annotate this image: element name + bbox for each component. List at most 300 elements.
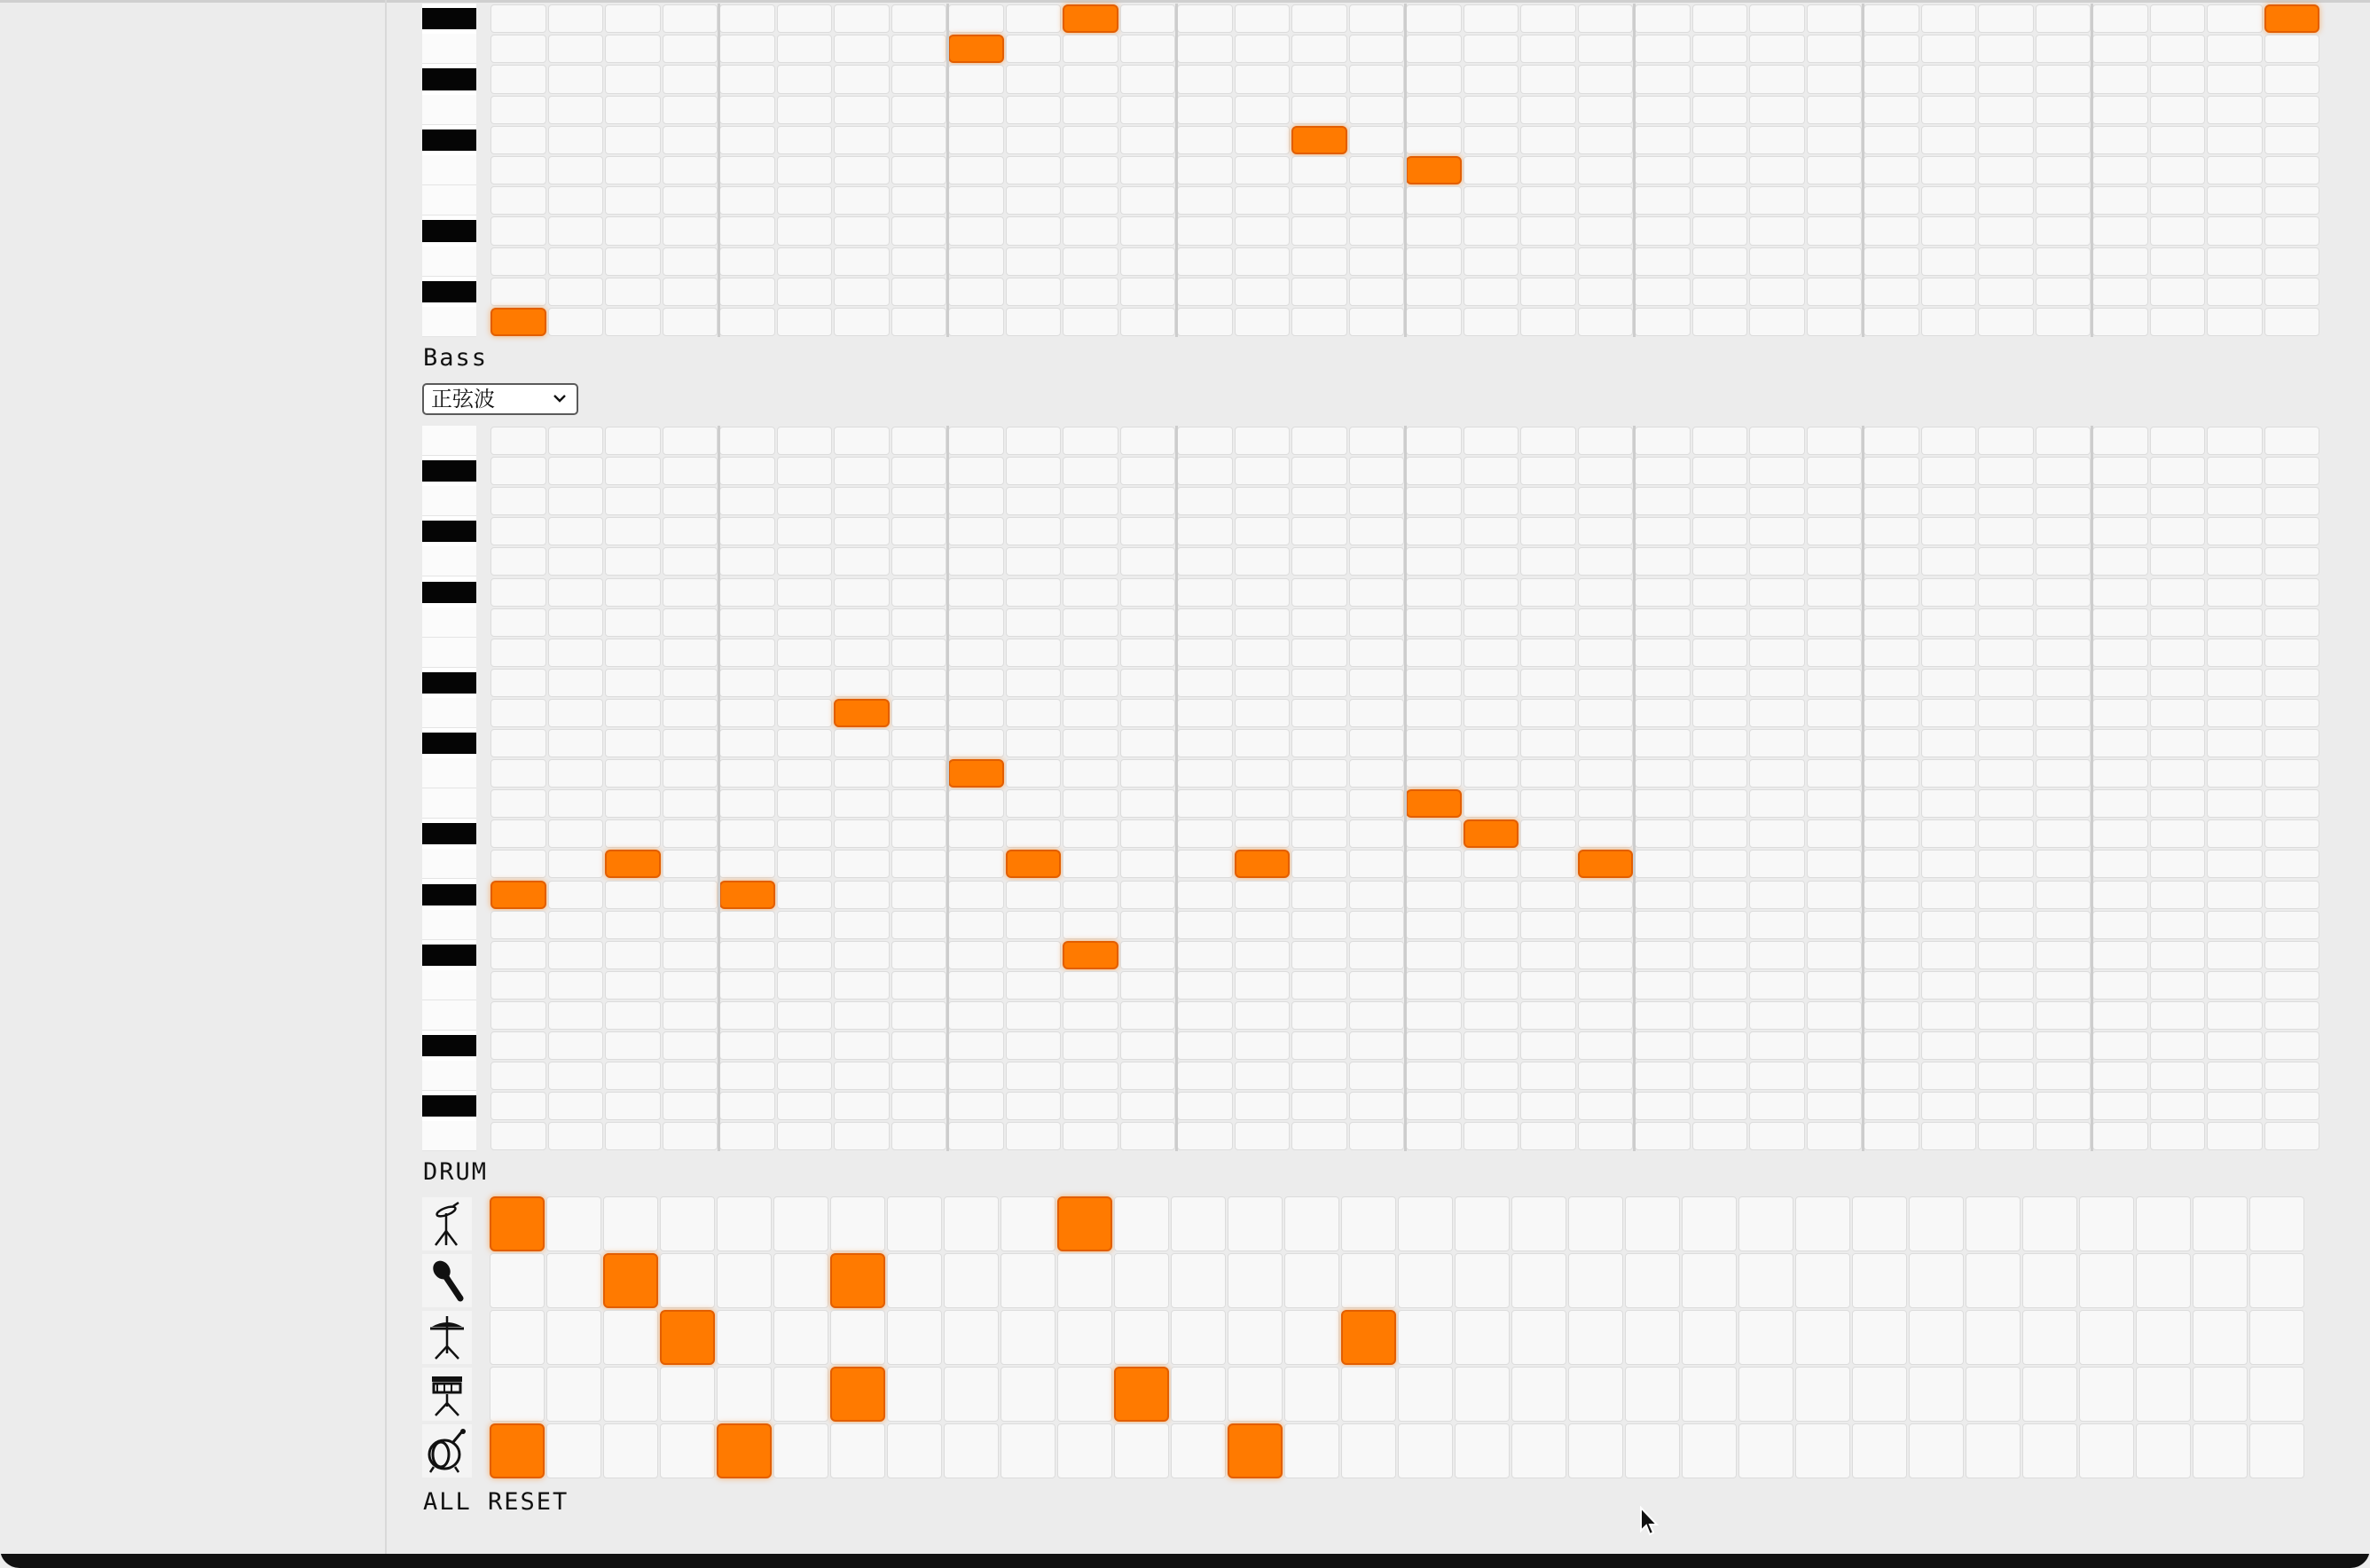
bass-step[interactable] bbox=[1406, 881, 1462, 909]
bass-step[interactable] bbox=[1635, 911, 1691, 939]
bass-step[interactable] bbox=[1578, 669, 1634, 697]
melody-step[interactable] bbox=[891, 96, 947, 124]
melody-step[interactable] bbox=[2092, 4, 2148, 33]
bass-step[interactable] bbox=[1520, 1001, 1576, 1030]
bass-step[interactable] bbox=[891, 850, 947, 878]
bass-step[interactable] bbox=[2264, 639, 2320, 667]
bass-step[interactable] bbox=[663, 487, 718, 515]
bass-step[interactable] bbox=[1692, 608, 1748, 637]
bass-step[interactable] bbox=[2264, 1031, 2320, 1060]
bass-step[interactable] bbox=[1749, 729, 1805, 757]
bass-step-active[interactable] bbox=[1464, 819, 1519, 848]
drum-step[interactable] bbox=[1057, 1310, 1112, 1365]
melody-step[interactable] bbox=[1692, 156, 1748, 184]
bass-step[interactable] bbox=[1520, 819, 1576, 848]
melody-step[interactable] bbox=[1120, 65, 1176, 93]
bass-step[interactable] bbox=[1692, 1001, 1748, 1030]
bass-step[interactable] bbox=[1578, 759, 1634, 788]
bass-step[interactable] bbox=[1177, 517, 1233, 545]
bass-step[interactable] bbox=[1349, 971, 1405, 1000]
melody-step[interactable] bbox=[2207, 65, 2263, 93]
melody-step[interactable] bbox=[1864, 35, 1919, 63]
drum-step-active[interactable] bbox=[660, 1310, 715, 1365]
bass-step[interactable] bbox=[1063, 729, 1118, 757]
bass-step[interactable] bbox=[1120, 941, 1176, 969]
bass-step[interactable] bbox=[777, 911, 833, 939]
bass-step[interactable] bbox=[1692, 971, 1748, 1000]
melody-step[interactable] bbox=[1578, 308, 1634, 336]
bass-step[interactable] bbox=[1120, 699, 1176, 727]
bass-step[interactable] bbox=[1006, 1001, 1062, 1030]
melody-step[interactable] bbox=[2150, 247, 2206, 276]
bass-step[interactable] bbox=[1749, 971, 1805, 1000]
melody-step[interactable] bbox=[1120, 96, 1176, 124]
bass-step[interactable] bbox=[1807, 759, 1863, 788]
melody-step[interactable] bbox=[663, 156, 718, 184]
melody-step[interactable] bbox=[1406, 96, 1462, 124]
bass-step[interactable] bbox=[548, 457, 604, 485]
bass-step[interactable] bbox=[1349, 1031, 1405, 1060]
drum-step[interactable] bbox=[546, 1310, 601, 1365]
melody-step[interactable] bbox=[605, 156, 661, 184]
drum-step[interactable] bbox=[1625, 1310, 1680, 1365]
bass-step[interactable] bbox=[948, 850, 1004, 878]
bass-step[interactable] bbox=[605, 911, 661, 939]
bass-step[interactable] bbox=[1120, 729, 1176, 757]
bass-step[interactable] bbox=[1749, 1092, 1805, 1120]
bass-step[interactable] bbox=[1635, 669, 1691, 697]
bass-step[interactable] bbox=[1291, 1001, 1347, 1030]
bass-step[interactable] bbox=[2207, 608, 2263, 637]
microphone-icon[interactable] bbox=[422, 1254, 472, 1307]
bass-step[interactable] bbox=[891, 1001, 947, 1030]
bass-step[interactable] bbox=[1864, 1122, 1919, 1150]
bass-step[interactable] bbox=[1520, 881, 1576, 909]
bass-step[interactable] bbox=[548, 427, 604, 455]
bass-step[interactable] bbox=[1749, 457, 1805, 485]
bass-step[interactable] bbox=[1120, 578, 1176, 607]
drum-step[interactable] bbox=[1114, 1196, 1169, 1251]
bass-step[interactable] bbox=[2036, 639, 2091, 667]
drum-step[interactable] bbox=[2136, 1253, 2191, 1308]
bass-step[interactable] bbox=[948, 427, 1004, 455]
bass-step[interactable] bbox=[1177, 457, 1233, 485]
melody-step[interactable] bbox=[605, 216, 661, 245]
bass-step[interactable] bbox=[1177, 911, 1233, 939]
bass-step[interactable] bbox=[490, 578, 546, 607]
melody-step[interactable] bbox=[1006, 186, 1062, 215]
melody-step[interactable] bbox=[2264, 126, 2320, 154]
bass-step[interactable] bbox=[777, 819, 833, 848]
drum-step[interactable] bbox=[603, 1196, 658, 1251]
bass-step[interactable] bbox=[719, 911, 775, 939]
bass-step[interactable] bbox=[1291, 699, 1347, 727]
bass-step[interactable] bbox=[1749, 941, 1805, 969]
drum-step[interactable] bbox=[1341, 1423, 1396, 1478]
bass-step[interactable] bbox=[663, 517, 718, 545]
bass-step[interactable] bbox=[605, 881, 661, 909]
melody-step[interactable] bbox=[1978, 126, 2034, 154]
bass-step[interactable] bbox=[777, 941, 833, 969]
bass-step[interactable] bbox=[1635, 1001, 1691, 1030]
melody-step[interactable] bbox=[1520, 247, 1576, 276]
bass-step[interactable] bbox=[2150, 457, 2206, 485]
drum-step[interactable] bbox=[1909, 1310, 1964, 1365]
bass-step[interactable] bbox=[2264, 911, 2320, 939]
melody-step[interactable] bbox=[948, 4, 1004, 33]
melody-step[interactable] bbox=[1921, 126, 1977, 154]
bass-step[interactable] bbox=[1692, 427, 1748, 455]
bass-step[interactable] bbox=[719, 608, 775, 637]
melody-step[interactable] bbox=[548, 4, 604, 33]
bass-step[interactable] bbox=[1864, 759, 1919, 788]
drum-step[interactable] bbox=[1738, 1310, 1793, 1365]
bass-step[interactable] bbox=[948, 1062, 1004, 1090]
bass-step[interactable] bbox=[2207, 457, 2263, 485]
bass-step[interactable] bbox=[1578, 517, 1634, 545]
bass-step[interactable] bbox=[1235, 457, 1291, 485]
melody-step[interactable] bbox=[1349, 4, 1405, 33]
bass-step[interactable] bbox=[1578, 699, 1634, 727]
bass-step[interactable] bbox=[948, 819, 1004, 848]
melody-step[interactable] bbox=[2092, 156, 2148, 184]
bass-step[interactable] bbox=[891, 1062, 947, 1090]
bass-step[interactable] bbox=[1578, 457, 1634, 485]
drum-step[interactable] bbox=[717, 1253, 772, 1308]
drum-step[interactable] bbox=[1228, 1310, 1283, 1365]
bass-step[interactable] bbox=[2036, 427, 2091, 455]
bass-step-active[interactable] bbox=[1006, 850, 1062, 878]
melody-step[interactable] bbox=[1177, 126, 1233, 154]
bass-step[interactable] bbox=[1520, 789, 1576, 818]
bass-step[interactable] bbox=[1235, 941, 1291, 969]
bass-step[interactable] bbox=[1978, 639, 2034, 667]
bass-step[interactable] bbox=[948, 517, 1004, 545]
melody-step[interactable] bbox=[1807, 278, 1863, 306]
bass-step[interactable] bbox=[605, 699, 661, 727]
bass-step[interactable] bbox=[490, 608, 546, 637]
bass-step[interactable] bbox=[605, 941, 661, 969]
bass-step[interactable] bbox=[1406, 639, 1462, 667]
bass-step[interactable] bbox=[777, 850, 833, 878]
bass-step[interactable] bbox=[1578, 547, 1634, 576]
bass-step[interactable] bbox=[1635, 547, 1691, 576]
bass-step[interactable] bbox=[777, 669, 833, 697]
melody-step[interactable] bbox=[490, 65, 546, 93]
bass-step[interactable] bbox=[1120, 789, 1176, 818]
bass-step[interactable] bbox=[1063, 881, 1118, 909]
bass-step[interactable] bbox=[948, 669, 1004, 697]
bass-step[interactable] bbox=[605, 1062, 661, 1090]
melody-step[interactable] bbox=[948, 156, 1004, 184]
melody-step[interactable] bbox=[777, 216, 833, 245]
bass-step[interactable] bbox=[1692, 941, 1748, 969]
melody-step[interactable] bbox=[1978, 4, 2034, 33]
melody-step[interactable] bbox=[490, 216, 546, 245]
bass-step[interactable] bbox=[834, 1122, 890, 1150]
bass-step[interactable] bbox=[1635, 759, 1691, 788]
bass-step[interactable] bbox=[1063, 578, 1118, 607]
bass-step[interactable] bbox=[2207, 1092, 2263, 1120]
bass-step[interactable] bbox=[1749, 1001, 1805, 1030]
bass-step[interactable] bbox=[2207, 850, 2263, 878]
melody-step[interactable] bbox=[1692, 35, 1748, 63]
bass-step[interactable] bbox=[2036, 1031, 2091, 1060]
bass-step[interactable] bbox=[2264, 789, 2320, 818]
bass-step-active[interactable] bbox=[490, 881, 546, 909]
drum-step[interactable] bbox=[1909, 1367, 1964, 1422]
melody-step[interactable] bbox=[1578, 247, 1634, 276]
bass-step[interactable] bbox=[1177, 669, 1233, 697]
bass-step[interactable] bbox=[1520, 457, 1576, 485]
bass-step[interactable] bbox=[1120, 427, 1176, 455]
melody-step[interactable] bbox=[1864, 96, 1919, 124]
bass-step[interactable] bbox=[777, 729, 833, 757]
drum-step[interactable] bbox=[1001, 1367, 1056, 1422]
bass-step[interactable] bbox=[891, 1031, 947, 1060]
melody-step[interactable] bbox=[1349, 216, 1405, 245]
bass-step[interactable] bbox=[2036, 457, 2091, 485]
melody-step[interactable] bbox=[1177, 4, 1233, 33]
melody-step[interactable] bbox=[2150, 156, 2206, 184]
melody-step[interactable] bbox=[891, 4, 947, 33]
drum-step[interactable] bbox=[2193, 1196, 2248, 1251]
bass-step[interactable] bbox=[1120, 1062, 1176, 1090]
bass-step-active[interactable] bbox=[1578, 850, 1634, 878]
bass-step[interactable] bbox=[719, 639, 775, 667]
bass-step[interactable] bbox=[891, 639, 947, 667]
bass-step[interactable] bbox=[1120, 487, 1176, 515]
bass-step[interactable] bbox=[548, 1092, 604, 1120]
bass-step[interactable] bbox=[1177, 578, 1233, 607]
melody-step[interactable] bbox=[1978, 156, 2034, 184]
bass-step[interactable] bbox=[891, 789, 947, 818]
bass-step[interactable] bbox=[1120, 457, 1176, 485]
drum-step[interactable] bbox=[2249, 1253, 2304, 1308]
bass-step[interactable] bbox=[2264, 1122, 2320, 1150]
bass-step[interactable] bbox=[2092, 427, 2148, 455]
drum-step[interactable] bbox=[1625, 1253, 1680, 1308]
bass-step[interactable] bbox=[1006, 699, 1062, 727]
drum-step[interactable] bbox=[1795, 1367, 1850, 1422]
bass-step[interactable] bbox=[1692, 1092, 1748, 1120]
bass-step[interactable] bbox=[2092, 608, 2148, 637]
melody-step[interactable] bbox=[1120, 156, 1176, 184]
bass-step[interactable] bbox=[1406, 1122, 1462, 1150]
bass-step[interactable] bbox=[1520, 941, 1576, 969]
melody-step[interactable] bbox=[548, 126, 604, 154]
melody-step[interactable] bbox=[1235, 186, 1291, 215]
melody-step[interactable] bbox=[1406, 216, 1462, 245]
drum-step[interactable] bbox=[2249, 1367, 2304, 1422]
melody-step[interactable] bbox=[1177, 186, 1233, 215]
melody-step[interactable] bbox=[1635, 156, 1691, 184]
bass-step[interactable] bbox=[2264, 729, 2320, 757]
bass-step[interactable] bbox=[605, 457, 661, 485]
melody-step[interactable] bbox=[948, 126, 1004, 154]
bass-step[interactable] bbox=[1807, 941, 1863, 969]
bass-step[interactable] bbox=[2036, 699, 2091, 727]
bass-step[interactable] bbox=[1807, 427, 1863, 455]
bass-step[interactable] bbox=[2036, 819, 2091, 848]
melody-step[interactable] bbox=[719, 35, 775, 63]
melody-step[interactable] bbox=[2150, 65, 2206, 93]
bass-step[interactable] bbox=[1978, 759, 2034, 788]
bass-step[interactable] bbox=[1978, 699, 2034, 727]
bass-step[interactable] bbox=[2092, 699, 2148, 727]
bass-step[interactable] bbox=[605, 608, 661, 637]
bass-step[interactable] bbox=[1063, 427, 1118, 455]
bass-step[interactable] bbox=[1864, 789, 1919, 818]
bass-step[interactable] bbox=[1120, 911, 1176, 939]
melody-step[interactable] bbox=[777, 126, 833, 154]
drum-step[interactable] bbox=[1171, 1253, 1226, 1308]
bass-step[interactable] bbox=[1921, 1031, 1977, 1060]
bass-step[interactable] bbox=[1520, 427, 1576, 455]
bass-step[interactable] bbox=[663, 941, 718, 969]
melody-step[interactable] bbox=[948, 65, 1004, 93]
melody-step[interactable] bbox=[1120, 308, 1176, 336]
bass-step[interactable] bbox=[1177, 427, 1233, 455]
bass-step[interactable] bbox=[777, 1031, 833, 1060]
melody-step[interactable] bbox=[1749, 126, 1805, 154]
bass-step[interactable] bbox=[1120, 1122, 1176, 1150]
bass-step[interactable] bbox=[2207, 578, 2263, 607]
melody-step[interactable] bbox=[1291, 156, 1347, 184]
bass-step[interactable] bbox=[1006, 789, 1062, 818]
bass-step[interactable] bbox=[1520, 729, 1576, 757]
melody-step[interactable] bbox=[2207, 126, 2263, 154]
bass-step[interactable] bbox=[834, 578, 890, 607]
drum-step[interactable] bbox=[2079, 1367, 2134, 1422]
bass-step[interactable] bbox=[1464, 1062, 1519, 1090]
bass-step[interactable] bbox=[1464, 1122, 1519, 1150]
bass-step[interactable] bbox=[490, 457, 546, 485]
bass-step[interactable] bbox=[1978, 789, 2034, 818]
bass-step[interactable] bbox=[1864, 850, 1919, 878]
bass-step[interactable] bbox=[1349, 1062, 1405, 1090]
bass-step[interactable] bbox=[1291, 850, 1347, 878]
bass-step[interactable] bbox=[948, 487, 1004, 515]
bass-step[interactable] bbox=[1749, 1062, 1805, 1090]
bass-step[interactable] bbox=[548, 1122, 604, 1150]
bass-step[interactable] bbox=[1864, 699, 1919, 727]
drum-step[interactable] bbox=[1966, 1196, 2021, 1251]
bass-step[interactable] bbox=[1406, 457, 1462, 485]
bass-step[interactable] bbox=[834, 1092, 890, 1120]
drum-step[interactable] bbox=[1114, 1253, 1169, 1308]
bass-step[interactable] bbox=[1578, 789, 1634, 818]
bass-step[interactable] bbox=[1807, 487, 1863, 515]
drum-step[interactable] bbox=[2249, 1196, 2304, 1251]
bass-step[interactable] bbox=[1978, 881, 2034, 909]
melody-step[interactable] bbox=[1749, 278, 1805, 306]
bass-step[interactable] bbox=[1635, 699, 1691, 727]
melody-step[interactable] bbox=[1749, 186, 1805, 215]
bass-step[interactable] bbox=[2207, 729, 2263, 757]
bass-step[interactable] bbox=[1063, 911, 1118, 939]
bass-step[interactable] bbox=[1978, 971, 2034, 1000]
drum-step[interactable] bbox=[1852, 1367, 1907, 1422]
bass-step[interactable] bbox=[1807, 881, 1863, 909]
bass-step[interactable] bbox=[1864, 457, 1919, 485]
melody-step[interactable] bbox=[1349, 278, 1405, 306]
bass-step[interactable] bbox=[1578, 1001, 1634, 1030]
bass-step[interactable] bbox=[1578, 911, 1634, 939]
bass-step[interactable] bbox=[1406, 517, 1462, 545]
bass-step[interactable] bbox=[1635, 639, 1691, 667]
bass-step[interactable] bbox=[719, 971, 775, 1000]
drum-step[interactable] bbox=[1568, 1196, 1623, 1251]
bass-step[interactable] bbox=[1177, 1031, 1233, 1060]
melody-step[interactable] bbox=[1291, 96, 1347, 124]
drum-step[interactable] bbox=[1568, 1253, 1623, 1308]
melody-step[interactable] bbox=[1635, 35, 1691, 63]
bass-step[interactable] bbox=[1120, 971, 1176, 1000]
melody-step[interactable] bbox=[1291, 308, 1347, 336]
melody-step[interactable] bbox=[834, 35, 890, 63]
melody-step[interactable] bbox=[1807, 65, 1863, 93]
drum-step-active[interactable] bbox=[1228, 1423, 1283, 1478]
bass-step[interactable] bbox=[1978, 1001, 2034, 1030]
bass-step[interactable] bbox=[1520, 547, 1576, 576]
melody-step[interactable] bbox=[548, 156, 604, 184]
bass-step[interactable] bbox=[1921, 881, 1977, 909]
bass-step[interactable] bbox=[2036, 608, 2091, 637]
bass-step[interactable] bbox=[548, 487, 604, 515]
melody-step[interactable] bbox=[1578, 65, 1634, 93]
bass-step[interactable] bbox=[1406, 850, 1462, 878]
drum-step[interactable] bbox=[1114, 1423, 1169, 1478]
bass-step[interactable] bbox=[1464, 911, 1519, 939]
bass-step[interactable] bbox=[1692, 457, 1748, 485]
bass-step[interactable] bbox=[2092, 1001, 2148, 1030]
bass-step[interactable] bbox=[548, 1031, 604, 1060]
drum-step[interactable] bbox=[2136, 1310, 2191, 1365]
melody-step[interactable] bbox=[1978, 186, 2034, 215]
bass-step[interactable] bbox=[1807, 1062, 1863, 1090]
drum-step[interactable] bbox=[1511, 1310, 1566, 1365]
melody-step[interactable] bbox=[777, 65, 833, 93]
melody-step[interactable] bbox=[777, 96, 833, 124]
bass-step[interactable] bbox=[663, 578, 718, 607]
bass-step[interactable] bbox=[2264, 881, 2320, 909]
bass-step[interactable] bbox=[1406, 427, 1462, 455]
bass-step[interactable] bbox=[1235, 789, 1291, 818]
bass-step[interactable] bbox=[719, 699, 775, 727]
melody-step[interactable] bbox=[1749, 308, 1805, 336]
bass-step[interactable] bbox=[1464, 789, 1519, 818]
melody-step[interactable] bbox=[719, 308, 775, 336]
drum-step[interactable] bbox=[1171, 1196, 1226, 1251]
bass-step[interactable] bbox=[490, 789, 546, 818]
melody-step[interactable] bbox=[719, 96, 775, 124]
bass-step[interactable] bbox=[1120, 850, 1176, 878]
melody-step[interactable] bbox=[1692, 247, 1748, 276]
bass-step[interactable] bbox=[1578, 427, 1634, 455]
bass-step[interactable] bbox=[1177, 1062, 1233, 1090]
melody-step[interactable] bbox=[1120, 4, 1176, 33]
bass-step[interactable] bbox=[1235, 1031, 1291, 1060]
bass-step[interactable] bbox=[1063, 1122, 1118, 1150]
melody-step[interactable] bbox=[1406, 35, 1462, 63]
bass-step[interactable] bbox=[1006, 547, 1062, 576]
bass-step[interactable] bbox=[2036, 729, 2091, 757]
melody-step[interactable] bbox=[1120, 186, 1176, 215]
bass-step[interactable] bbox=[2264, 1001, 2320, 1030]
melody-step[interactable] bbox=[1006, 247, 1062, 276]
drum-step[interactable] bbox=[717, 1310, 772, 1365]
